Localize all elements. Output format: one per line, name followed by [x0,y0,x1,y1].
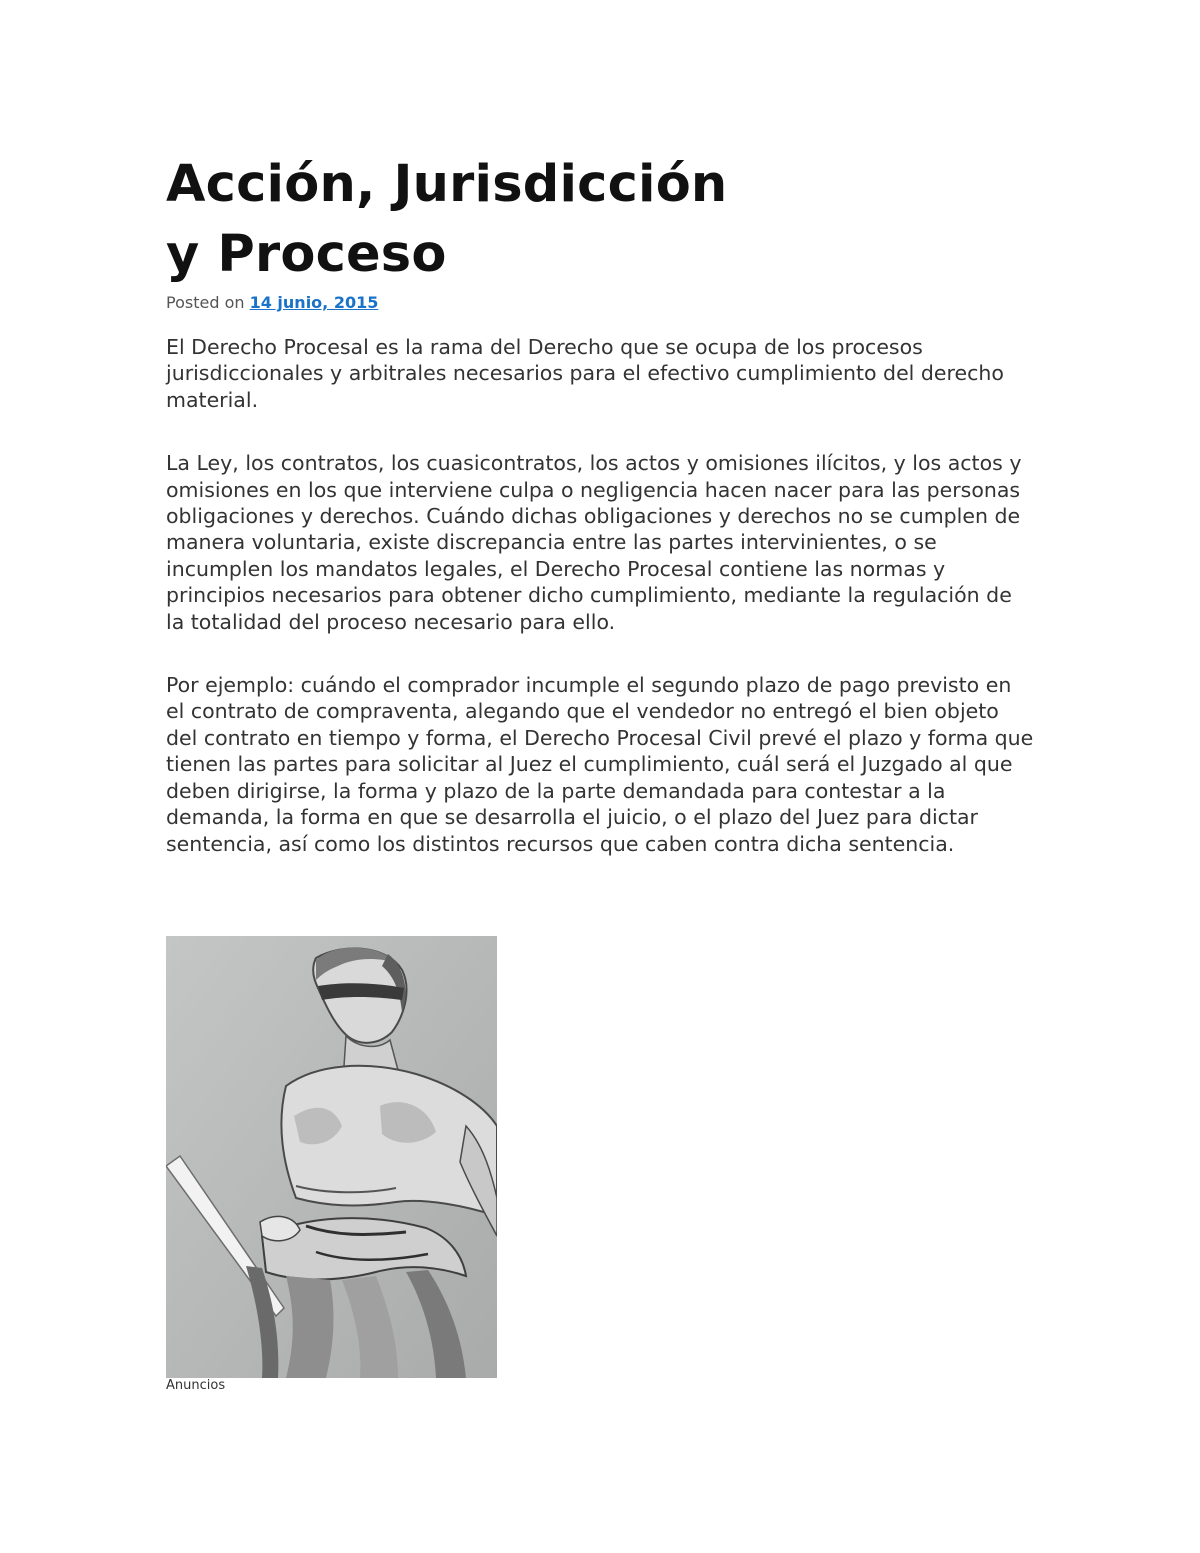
article-body [166,334,1036,857]
title-line-1: Acción, Jurisdicción [166,155,728,214]
lady-justice-image [166,936,497,1378]
caption: Anuncios [166,1378,226,1393]
page-title [166,150,1036,290]
lady-justice-icon [166,936,497,1378]
paragraph-2: La Ley, los contratos, los cuasicontratos, los actos y omisiones ilícitos, y los actos y omisiones en los que interviene culpa o negligencia hacen nacer para las personas obligaciones y derechos. Cuándo dichas obligaciones y derechos no se cumplen de manera voluntaria, existe discrepancia entre las partes intervinientes, o se incumplen los mandatos legales, el Derecho Procesal contiene las normas y principios necesarios para obtener dicho cumplimiento, mediante la regulación de la totalidad del proceso necesario para ello. [166,451,1022,634]
posted-label: Posted on [166,293,245,312]
post-meta [166,292,1036,314]
title-line-2: y Proceso [166,225,447,284]
paragraph-3: Por ejemplo: cuándo el comprador incumple el segundo plazo de pago previsto en el contrato de compraventa, alegando que el vendedor no entregó el bien objeto del contrato en tiempo y forma, el Derecho Procesal Civil prevé el plazo y forma que tienen las partes para solicitar al Juez el cumplimiento, cuál será el Juzgado al que deben dirigirse, la forma y plazo de la parte demandada para contestar a la demanda, la forma en que se desarrolla el juicio, o el plazo del Juez para dictar sentencia, así como los distintos recursos que caben contra dicha sentencia. [166,673,1034,856]
posted-date-link[interactable]: 14 junio, 2015 [249,293,379,312]
paragraph-1: El Derecho Procesal es la rama del Derecho que se ocupa de los procesos jurisdiccionales y arbitrales necesarios para el efectivo cumplimiento del derecho material. [166,335,1004,412]
article [166,150,1036,857]
